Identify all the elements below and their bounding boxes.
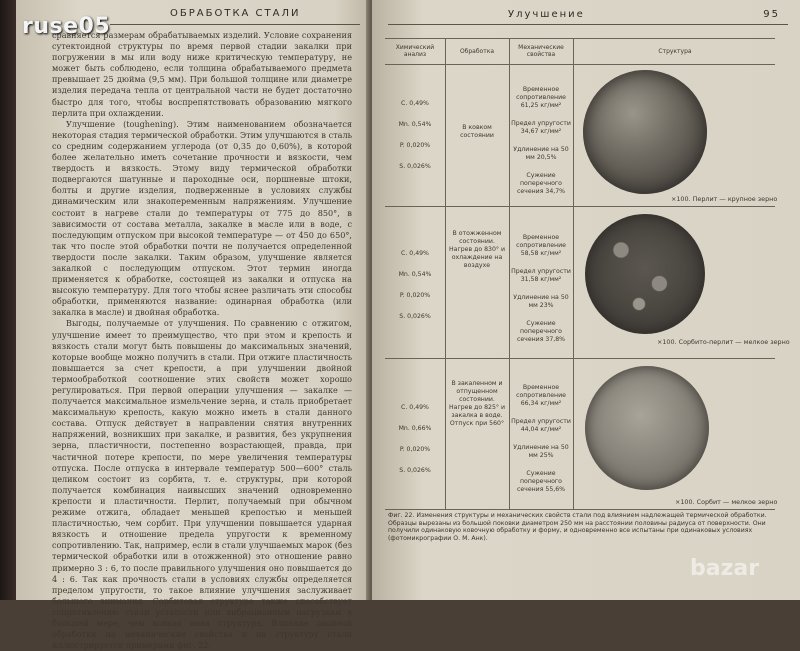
chem-value: Mn. 0,66% — [398, 425, 432, 432]
right-header-title: Улучшение — [508, 9, 585, 20]
chem-value: S. 0,026% — [399, 467, 431, 474]
table-rule — [385, 64, 775, 65]
left-body-text — [52, 30, 352, 651]
micrograph-caption: ×100. Сорбито-перлит — мелкое зерно — [657, 338, 790, 346]
table-rule — [573, 38, 574, 510]
table-rule — [385, 206, 775, 207]
table-rule — [445, 38, 446, 510]
right-running-header — [388, 8, 788, 25]
treatment-text: В закаленном и отпущенном состоянии. Нагрев до 825° и закалка в воде. Отпуск при 560° — [449, 380, 505, 427]
left-header-title: ОБРАБОТКА СТАЛИ — [170, 8, 301, 19]
micrograph-caption: ×100. Сорбит — мелкое зерно — [675, 498, 778, 506]
marketplace-watermark — [690, 556, 790, 590]
property-value: Временное сопротивление 66,34 кг/мм² — [516, 384, 566, 407]
left-page — [16, 0, 370, 651]
property-value: Временное сопротивление 61,25 кг/мм² — [516, 86, 566, 109]
col-header-props: Механические свойства — [518, 44, 564, 58]
mech-properties — [511, 234, 571, 354]
property-value: Сужение поперечного сечения 55,6% — [516, 470, 566, 493]
chem-value: S. 0,026% — [399, 163, 431, 170]
chem-value: Mn. 0,54% — [398, 121, 432, 128]
property-value: Предел упругости 44,04 кг/мм² — [511, 418, 571, 433]
chem-value: P. 0,020% — [399, 142, 431, 149]
micrograph-sorbite-pearlite — [585, 214, 705, 334]
col-header-treatment: Обработка — [459, 48, 495, 55]
figure-caption: Фиг. 22. Изменения структуры и механических свойств стали под влиянием надлежащей термической обработки. Образцы вырезаны из большой поковки диаметром 250 мм на расстоянии половины радиуса от поверхности. Они получили одинаковую ковочную обработку и форму, и одновременно все испытаны при одинаковых условиях (фотомикрографии О. М. Анк). — [388, 512, 767, 542]
chem-value: P. 0,020% — [399, 446, 431, 453]
chem-analysis — [387, 100, 443, 184]
property-value: Предел упругости 34,67 кг/мм² — [511, 120, 571, 135]
paragraph: Выгоды, получаемые от улучшения. По сравнению с отжигом, улучшение имеет то преимущество, что при этом и крепость и вязкость стали могут быть повышены до максимальных значений, которые вообще можно получить в стали. При отжиге пластичность повышается за счет крепости, а при улучшении двойной термообработкой соотношение этих свойств может хорошо регулироваться. При первой операции улучшения — закалке — получается максимальное измельчение зерна, и сталь приобретает максимальную крепость, какую можно иметь в стали данного состава. Отпуск действует в направлении снятия внутренних напряжений, возникших при закалке, и развития, без укрупнения зерна, пластичности, постепенно возрастающей, правда, при частичной потере крепости, по мере увеличения температуры отпуска. После отпуска в интервале температур 500—600° сталь целиком состоит из сорбита, т. е. структуры, при которой получается комбинация наивысших значений одновременно крепости и пластичности. Перлит, получаемый при обычном режиме отжига, обладает меньшей крепостью и меньшей пластичностью, чем сорбит. При улучшении повышается ударная вязкость и отношение предела упругости к временному сопротивлению. Так, например, если в стали улучшаемых марок (без термической обработки или в отожженной) это отношение равно примерно 3 : 6, то после правильного улучшения оно повышается до 4 : 6. Так как прочность стали в условиях службы определяется пределом упругости, то такое влияние улучшения заслуживает большого внимания. Сорбитовая структура также способствует сопротивлению стали усталости или вибрационным нагрузкам в большей мере, чем всякая иная структура. Влияние двойной обработки на механические свойства и на структуру стали иллюстрируется примерами фиг. 22. — [52, 318, 352, 651]
treatment-text: В ковком состоянии — [460, 124, 494, 139]
mech-properties — [511, 384, 571, 504]
col-header-chem: Химический анализ — [395, 44, 435, 58]
property-value: Предел упругости 31,58 кг/мм² — [511, 268, 571, 283]
table-rule — [385, 509, 775, 510]
paragraph: сравняется размерам обрабатываемых изделий. Условие сохранения сутектоидной структуры по время первой стадии закалки при погружении в мы или воду ниже критическую температуру, не может быть соблюдено, если толщина обрабатываемого предмета превышает 25 дюйма (9,5 мм). При большой толщине или диаметре изделия передача тепла от центральной части не будет достаточно быстро для того, чтобы воспрепятствовать образованию мягкого перлита при охлаждении. — [52, 30, 352, 118]
chem-value: C. 0,49% — [401, 250, 429, 257]
property-value: Удлинение на 50 мм 20,5% — [513, 146, 569, 161]
treatment-text: В отожженном состоянии. Нагрев до 830° и охлаждение на воздухе — [449, 230, 505, 269]
col-header-structure: Структура — [658, 48, 692, 55]
watermark-text: bazar — [690, 556, 760, 581]
mech-properties — [511, 86, 571, 206]
table-rule — [509, 38, 510, 510]
site-logo: ruse05 — [22, 14, 111, 39]
chem-analysis — [387, 250, 443, 334]
right-page-number: 95 — [763, 9, 780, 20]
chem-value: C. 0,49% — [401, 100, 429, 107]
table-rule — [385, 38, 775, 39]
chem-value: C. 0,49% — [401, 404, 429, 411]
property-value: Временное сопротивление 58,58 кг/мм² — [516, 234, 566, 257]
property-value: Сужение поперечного сечения 34,7% — [516, 172, 566, 195]
chem-value: Mn. 0,54% — [398, 271, 432, 278]
table-rule — [385, 358, 775, 359]
property-value: Удлинение на 50 мм 25% — [513, 444, 569, 459]
left-running-header — [110, 6, 360, 25]
specimen-table — [385, 38, 790, 510]
paragraph: Улучшение (toughening). Этим наименованием обозначается некоторая стадия термической обработки. Этим улучшаются в сталь со средним содержанием углерода (от 0,35 до 0,60%), в которой более желательно иметь сочетание прочности и вязкости, чем твердость и вязкость. Этому виду термической обработки подвергаются шатунные и пароходные оси, поршневые штоки, болты и другие изделия, подверженные в условиях службы динамическим или знакопеременным напряжениям. Улучшение состоит в нагреве стали до температуры от 775 до 850°, в зависимости от состава металла, закалке в масле или в воде, с последующим отпуском при высокой температуре — от 450 до 650°, так что после этой обработки почти не получается определенной твердости после закалки. Таким образом, улучшение является закалкой с последующим отпуском. Этот термин иногда применяется к обработке, состоящей из закалки и отпуска на высокую температуру. Для того чтобы яснее различать эти способы обработки, применяются название: одинарная обработка (или закалка в масле) и двойная обработка. — [52, 118, 352, 318]
property-value: Удлинение на 50 мм 23% — [513, 294, 569, 309]
book-binding — [0, 0, 16, 600]
property-value: Сужение поперечного сечения 37,8% — [516, 320, 566, 343]
micrograph-sorbite — [585, 366, 709, 490]
chem-analysis — [387, 404, 443, 488]
chem-value: S. 0,026% — [399, 313, 431, 320]
micrograph-caption: ×100. Перлит — крупное зерно — [671, 195, 778, 203]
micrograph-pearlite — [583, 70, 707, 194]
chem-value: P. 0,020% — [399, 292, 431, 299]
